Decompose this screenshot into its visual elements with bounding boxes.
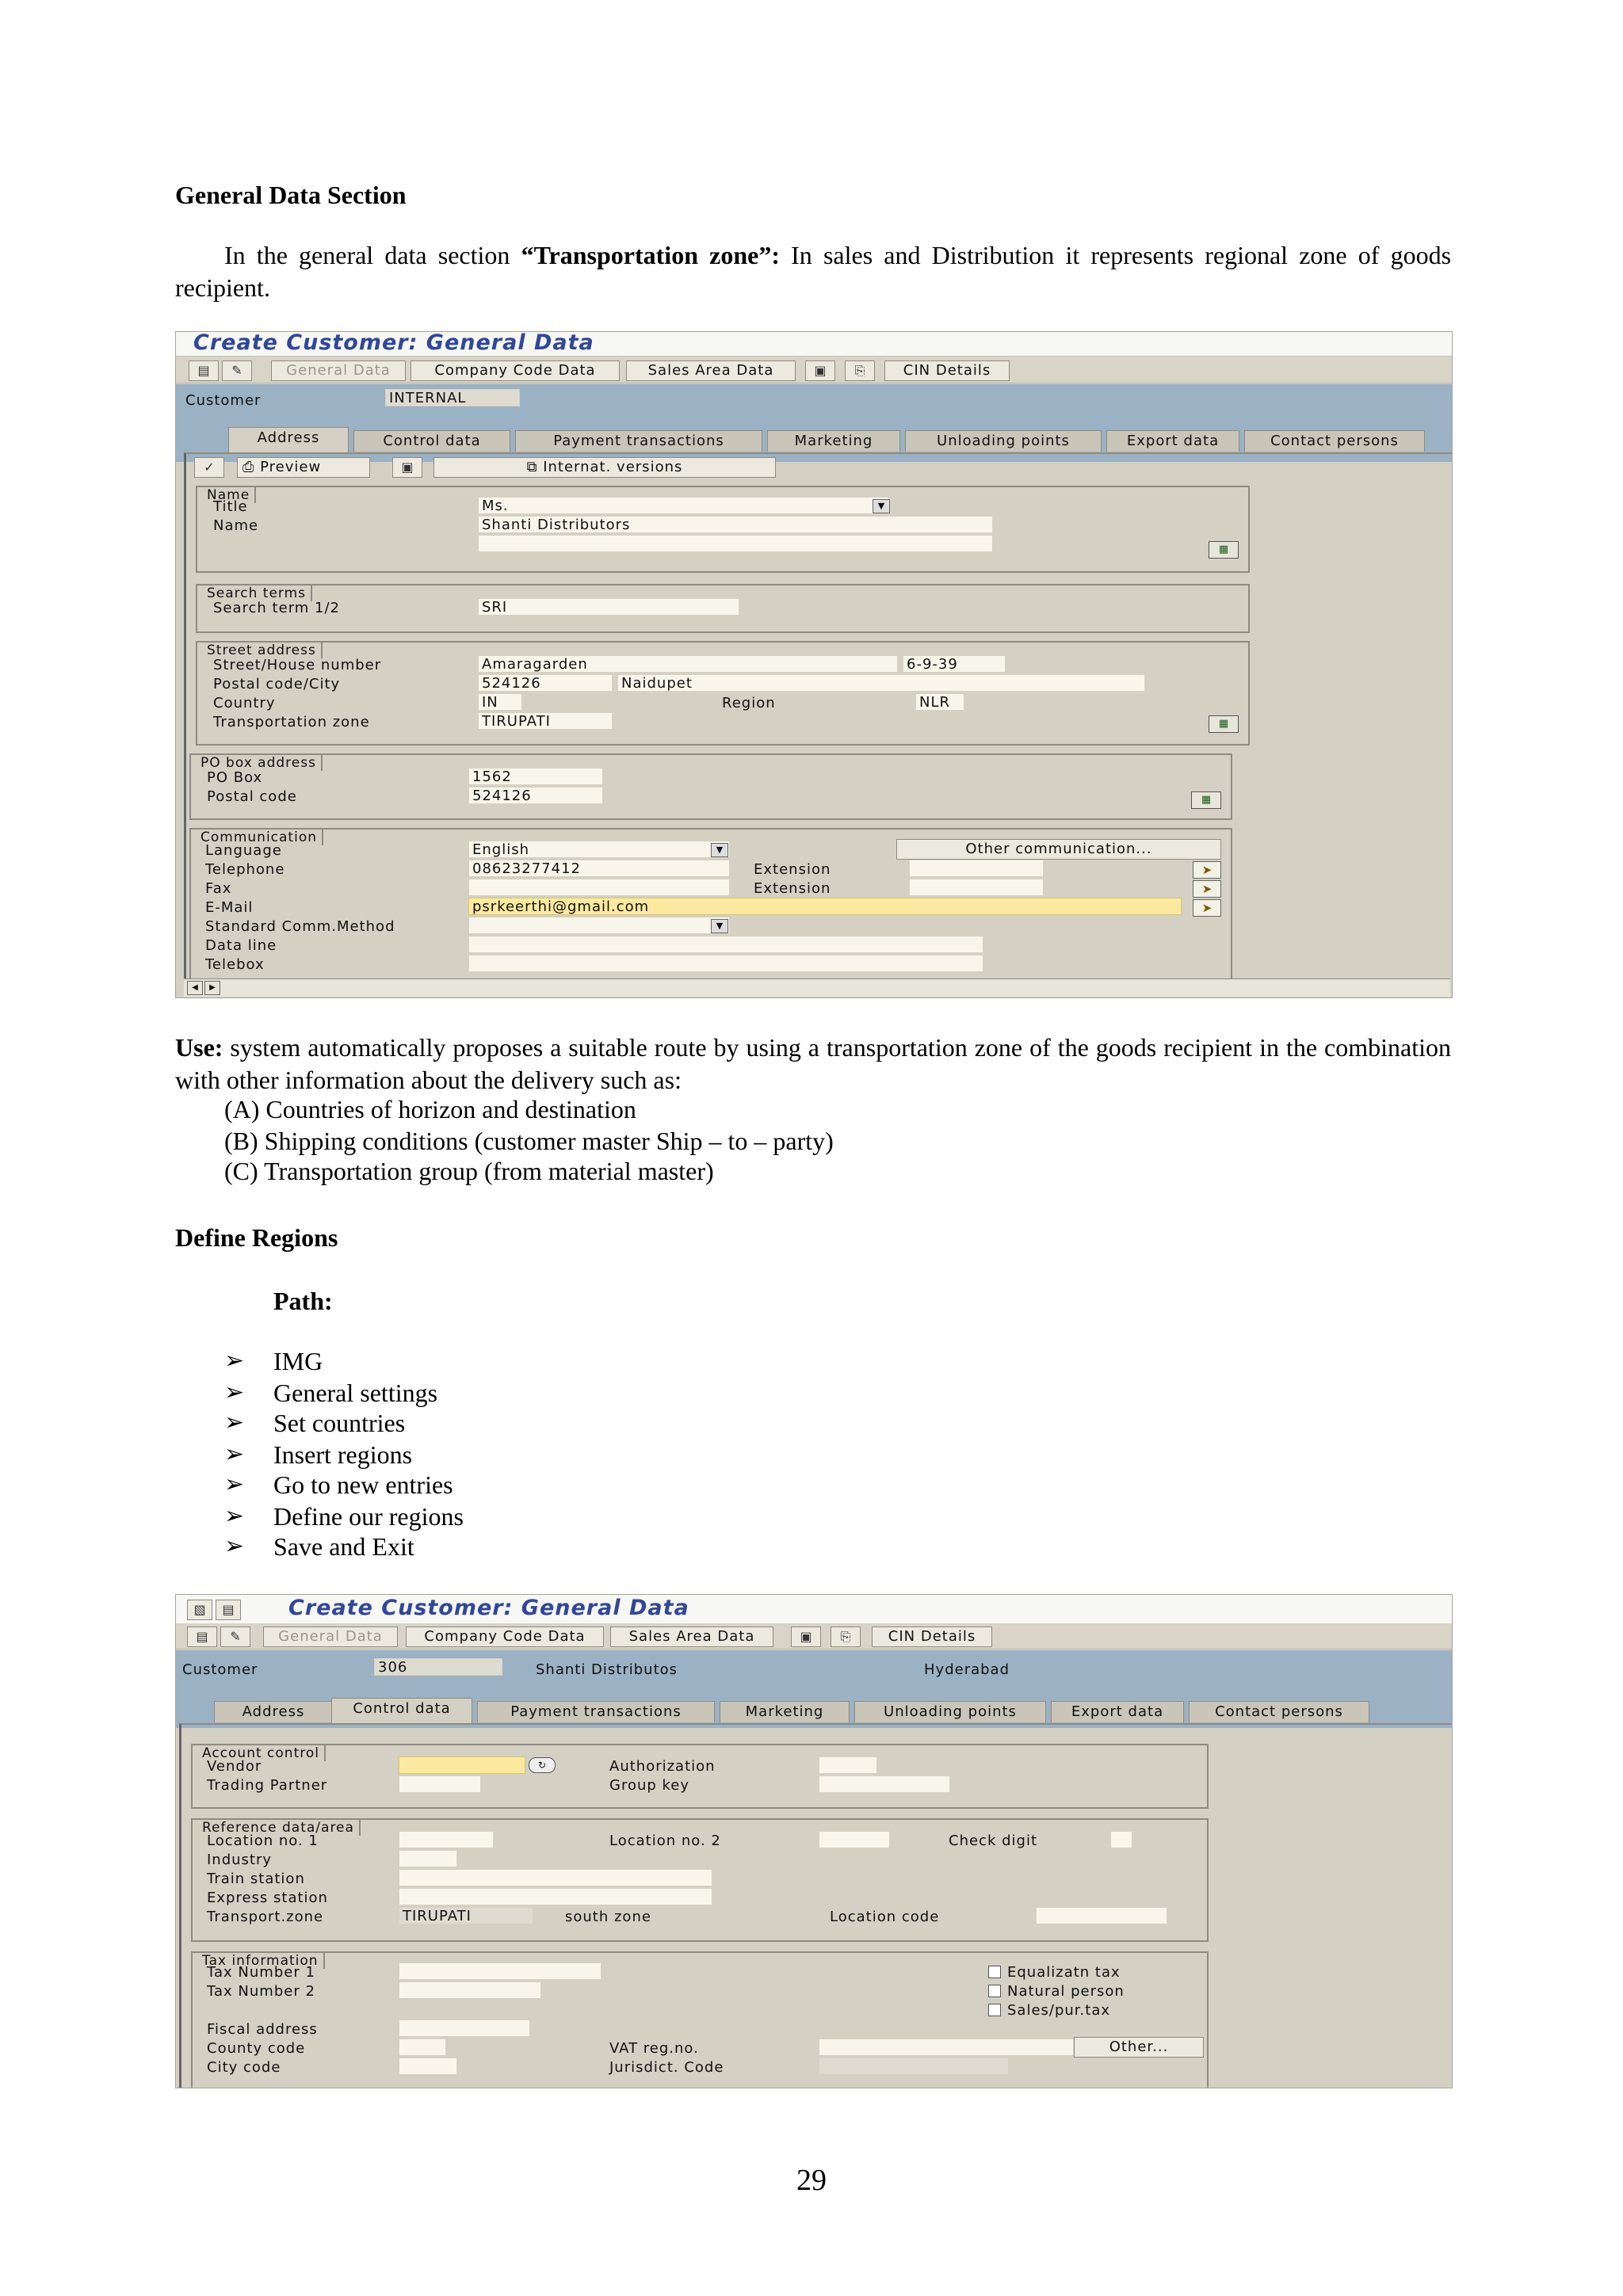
train-station-label: Train station	[207, 1871, 305, 1887]
sales-pur-tax-label: Sales/pur.tax	[1007, 2002, 1111, 2019]
list-item-b: (B) Shipping conditions (customer master Ship – to – party)	[224, 1127, 834, 1155]
other-button[interactable]: Other...	[1074, 2037, 1204, 2058]
extension-label: Extension	[754, 861, 831, 878]
tab-payment-transactions[interactable]: Payment transactions	[477, 1701, 715, 1722]
po-postal-code-field[interactable]: 524126	[468, 787, 603, 804]
customer-number-field: 306	[374, 1658, 502, 1676]
vendor-field[interactable]	[399, 1756, 525, 1774]
street-field[interactable]: Amaragarden	[478, 655, 898, 673]
save-draft-icon[interactable]: ▣	[805, 360, 835, 381]
county-code-field[interactable]	[399, 2039, 446, 2056]
telephone-field[interactable]: 08623277412	[468, 860, 730, 877]
natural-person-checkbox[interactable]	[988, 1985, 1001, 1997]
telephone-label: Telephone	[205, 861, 285, 878]
internat-versions-button[interactable]: ⧉ Internat. versions	[433, 457, 776, 478]
fax-extension-field[interactable]	[909, 879, 1044, 896]
express-station-label: Express station	[207, 1890, 328, 1906]
tab-strip	[176, 1696, 1452, 1723]
location-no-2-field[interactable]	[819, 1831, 890, 1848]
tab-payment-transactions[interactable]: Payment transactions	[515, 430, 762, 452]
country-field[interactable]: IN	[478, 693, 522, 711]
address-tab-panel	[184, 452, 1453, 986]
natural-person-label: Natural person	[1007, 1983, 1125, 2000]
path-label: Path:	[273, 1287, 333, 1315]
sales-pur-tax-checkbox[interactable]	[988, 2004, 1001, 2016]
tax-number-2-field[interactable]	[399, 1981, 541, 1999]
tab-export-data[interactable]: Export data	[1106, 430, 1239, 452]
search-terms-group	[196, 584, 1250, 633]
location-code-label: Location code	[830, 1909, 940, 1925]
equalizatn-tax-checkbox[interactable]	[988, 1966, 1001, 1978]
communication-title: Communication	[196, 828, 323, 845]
fiscal-address-field[interactable]	[399, 2019, 530, 2037]
jurisdict-code-label: Jurisdict. Code	[609, 2059, 724, 2076]
region-field[interactable]: NLR	[915, 693, 964, 711]
general-data-button[interactable]: General Data	[271, 360, 406, 381]
location-no-1-label: Location no. 1	[207, 1833, 319, 1849]
reference-data-title: Reference data/area	[197, 1818, 361, 1836]
versions-icon: ⧉	[526, 459, 544, 475]
path-step-define-regions: Define our regions	[273, 1502, 464, 1531]
data-line-field[interactable]	[468, 936, 983, 953]
tab-unloading-points[interactable]: Unloading points	[905, 430, 1102, 452]
email-label: E-Mail	[205, 899, 254, 916]
city-field[interactable]: Naidupet	[617, 674, 1145, 692]
express-station-field[interactable]	[399, 1888, 712, 1905]
customer-label: Customer	[185, 392, 262, 409]
tab-contact-persons[interactable]: Contact persons	[1189, 1701, 1369, 1722]
transport-zone-description: south zone	[565, 1909, 651, 1925]
printer-icon: ⎙	[242, 459, 261, 475]
title-dropdown-icon[interactable]: ▼	[873, 499, 890, 513]
tab-export-data[interactable]: Export data	[1051, 1701, 1184, 1722]
region-label: Region	[722, 695, 776, 711]
bullet-arrow-icon: ➢	[224, 1379, 245, 1405]
country-label: Country	[213, 695, 276, 711]
house-number-field[interactable]: 6-9-39	[903, 655, 1006, 673]
email-field[interactable]: psrkeerthi@gmail.com	[468, 898, 1182, 915]
tab-strip	[176, 425, 1452, 452]
scroll-left-icon[interactable]: ◀	[187, 981, 203, 995]
telephone-more-arrow-icon[interactable]: ➤	[1193, 861, 1221, 879]
cin-details-button[interactable]: CIN Details	[884, 360, 1010, 381]
trading-partner-label: Trading Partner	[207, 1777, 328, 1794]
section-heading-general-data: General Data Section	[175, 181, 407, 209]
customer-city: Hyderabad	[924, 1661, 1010, 1678]
other-customer-icon[interactable]: ▤	[189, 360, 219, 381]
edit-icon[interactable]: ✎	[222, 360, 252, 381]
define-regions-heading: Define Regions	[175, 1223, 338, 1252]
title-label: Title	[213, 498, 248, 515]
tab-marketing[interactable]: Marketing	[720, 1701, 850, 1722]
po-postal-code-label: Postal code	[207, 788, 297, 805]
postal-city-label: Postal code/City	[213, 676, 341, 692]
name-label: Name	[213, 517, 259, 534]
language-field[interactable]: English	[468, 841, 730, 858]
fax-field[interactable]	[468, 879, 730, 896]
fiscal-address-label: Fiscal address	[207, 2021, 318, 2038]
std-comm-method-label: Standard Comm.Method	[205, 918, 395, 935]
customer-label: Customer	[182, 1661, 258, 1678]
tax-information-title: Tax information	[197, 1951, 325, 1969]
application-toolbar	[176, 1623, 1452, 1650]
print-icon[interactable]: ⎘	[831, 1627, 861, 1647]
transport-zone-field[interactable]: TIRUPATI	[399, 1907, 533, 1924]
customer-icon[interactable]: ▧	[187, 1600, 212, 1620]
language-label: Language	[205, 842, 282, 859]
group-key-label: Group key	[609, 1777, 690, 1794]
po-box-field[interactable]: 1562	[468, 768, 603, 785]
tab-control-data[interactable]: Control data	[353, 430, 510, 452]
general-data-button[interactable]: General Data	[263, 1627, 398, 1647]
path-step-save-exit: Save and Exit	[273, 1532, 414, 1561]
authorization-field[interactable]	[819, 1756, 877, 1774]
jurisdict-code-field	[819, 2058, 1009, 2075]
telebox-label: Telebox	[205, 956, 265, 973]
company-code-data-button[interactable]: Company Code Data	[411, 360, 620, 381]
search-terms-title: Search terms	[202, 584, 312, 601]
communication-group	[189, 828, 1232, 982]
bullet-arrow-icon: ➢	[224, 1348, 245, 1374]
transport-zone-label: Transport.zone	[207, 1909, 324, 1925]
reference-data-group	[191, 1818, 1209, 1942]
po-box-group	[189, 753, 1232, 820]
location-no-2-label: Location no. 2	[609, 1833, 721, 1849]
company-code-data-button[interactable]: Company Code Data	[406, 1627, 604, 1647]
use-paragraph: Use: system automatically proposes a suitable route by using a transportation zone of the goods recipient in the combination with other information about the delivery such as:	[175, 1033, 1451, 1094]
name-group-title: Name	[202, 486, 256, 503]
search-term-label: Search term 1/2	[213, 600, 341, 616]
county-code-label: County code	[207, 2040, 306, 2057]
intro-paragraph: In the general data section “Transportation zone”: In sales and Distribution it represents regional zone of goods recipient.	[175, 241, 1452, 302]
trading-partner-field[interactable]	[399, 1775, 481, 1793]
fax-label: Fax	[205, 880, 232, 897]
language-dropdown-icon[interactable]: ▼	[711, 843, 728, 857]
telebox-field[interactable]	[468, 955, 983, 972]
std-comm-method-field[interactable]	[468, 917, 730, 934]
location-code-field[interactable]	[1036, 1907, 1167, 1924]
path-step-set-countries: Set countries	[273, 1409, 406, 1437]
control-data-tab-panel	[179, 1723, 1453, 2088]
account-control-title: Account control	[197, 1744, 326, 1761]
scroll-right-icon[interactable]: ▶	[204, 981, 220, 995]
train-station-field[interactable]	[399, 1869, 712, 1886]
search-term-field[interactable]: SRI	[478, 598, 739, 616]
address-icon[interactable]: ▣	[392, 457, 422, 478]
group-key-field[interactable]	[819, 1775, 950, 1793]
industry-label: Industry	[207, 1852, 273, 1868]
customer-number-field: INTERNAL	[385, 389, 520, 406]
page-number: 29	[796, 2164, 827, 2197]
print-icon[interactable]: ⎘	[845, 360, 875, 381]
name-field-2[interactable]	[478, 535, 993, 552]
industry-field[interactable]	[399, 1850, 457, 1867]
bullet-arrow-icon: ➢	[224, 1409, 245, 1436]
city-code-field[interactable]	[399, 2058, 457, 2075]
name-group	[196, 486, 1250, 573]
tab-address[interactable]: Address	[228, 427, 349, 453]
postal-code-field[interactable]: 524126	[478, 674, 613, 692]
list-item-a: (A) Countries of horizon and destination	[224, 1095, 636, 1123]
transportation-zone-label: Transportation zone	[213, 714, 370, 730]
bullet-arrow-icon: ➢	[224, 1533, 245, 1559]
tab-control-data[interactable]: Control data	[331, 1698, 472, 1724]
tab-contact-persons[interactable]: Contact persons	[1244, 430, 1425, 452]
path-step-new-entries: Go to new entries	[273, 1470, 453, 1499]
email-more-arrow-icon[interactable]: ➤	[1193, 899, 1221, 917]
bullet-arrow-icon: ➢	[224, 1503, 245, 1529]
fax-more-arrow-icon[interactable]: ➤	[1193, 880, 1221, 898]
customer-name: Shanti Distributos	[536, 1661, 678, 1678]
edit-icon[interactable]: ✎	[220, 1627, 250, 1647]
vat-reg-no-label: VAT reg.no.	[609, 2040, 699, 2057]
fax-extension-label: Extension	[754, 880, 831, 897]
tax-number-1-label: Tax Number 1	[207, 1964, 315, 1981]
tab-marketing[interactable]: Marketing	[767, 430, 900, 452]
vendor-lookup-icon[interactable]: ↻	[529, 1757, 556, 1773]
path-step-general-settings: General settings	[273, 1379, 438, 1407]
title-field[interactable]: Ms.	[478, 497, 890, 514]
sales-area-data-button[interactable]: Sales Area Data	[610, 1627, 773, 1647]
document-icon[interactable]: ▤	[216, 1600, 241, 1620]
po-box-label: PO Box	[207, 769, 263, 786]
more-fields-icon[interactable]: ▦	[1209, 541, 1239, 559]
check-digit-field[interactable]	[1110, 1831, 1132, 1848]
tax-number-1-field[interactable]	[399, 1962, 601, 1980]
bullet-arrow-icon: ➢	[224, 1471, 245, 1497]
tab-address[interactable]: Address	[214, 1701, 333, 1722]
street-label: Street/House number	[213, 657, 382, 673]
data-line-label: Data line	[205, 937, 277, 954]
more-fields-icon[interactable]: ▦	[1209, 715, 1239, 733]
check-digit-label: Check digit	[949, 1833, 1038, 1849]
location-no-1-field[interactable]	[399, 1831, 494, 1848]
tab-unloading-points[interactable]: Unloading points	[854, 1701, 1046, 1722]
transportation-zone-field[interactable]: TIRUPATI	[478, 712, 613, 730]
preview-button[interactable]: ⎙ Preview	[237, 457, 370, 478]
sap-screen-control-data	[175, 1594, 1453, 2088]
telephone-extension-field[interactable]	[909, 860, 1044, 877]
horizontal-scrollbar[interactable]	[184, 978, 1450, 997]
city-code-label: City code	[207, 2059, 281, 2076]
screen-title: Create Customer: General Data	[288, 1596, 689, 1620]
check-icon[interactable]: ✓	[194, 457, 224, 478]
std-comm-dropdown-icon[interactable]: ▼	[711, 919, 728, 933]
other-communication-button[interactable]: Other communication...	[896, 839, 1221, 860]
tax-information-group	[191, 1951, 1209, 2088]
equalizatn-tax-label: Equalizatn tax	[1007, 1964, 1121, 1981]
save-draft-icon[interactable]: ▣	[791, 1627, 821, 1647]
street-address-group	[196, 641, 1250, 746]
authorization-label: Authorization	[609, 1758, 716, 1775]
po-box-title: PO box address	[196, 753, 323, 771]
account-control-group	[191, 1744, 1209, 1809]
path-step-img: IMG	[273, 1347, 323, 1375]
sales-area-data-button[interactable]: Sales Area Data	[626, 360, 796, 381]
vendor-label: Vendor	[207, 1758, 262, 1775]
cin-details-button[interactable]: CIN Details	[872, 1627, 992, 1647]
screen-title: Create Customer: General Data	[193, 331, 594, 355]
application-toolbar	[176, 357, 1452, 383]
street-address-title: Street address	[202, 641, 323, 658]
tax-number-2-label: Tax Number 2	[207, 1983, 315, 2000]
list-item-c: (C) Transportation group (from material master)	[224, 1157, 714, 1185]
bullet-arrow-icon: ➢	[224, 1441, 245, 1467]
path-step-insert-regions: Insert regions	[273, 1440, 413, 1469]
sap-screen-address	[175, 331, 1453, 998]
other-customer-icon[interactable]: ▤	[187, 1627, 217, 1647]
name-field[interactable]: Shanti Distributors	[478, 516, 993, 533]
more-fields-icon[interactable]: ▦	[1191, 791, 1221, 809]
vat-reg-no-field[interactable]	[819, 2039, 1074, 2056]
